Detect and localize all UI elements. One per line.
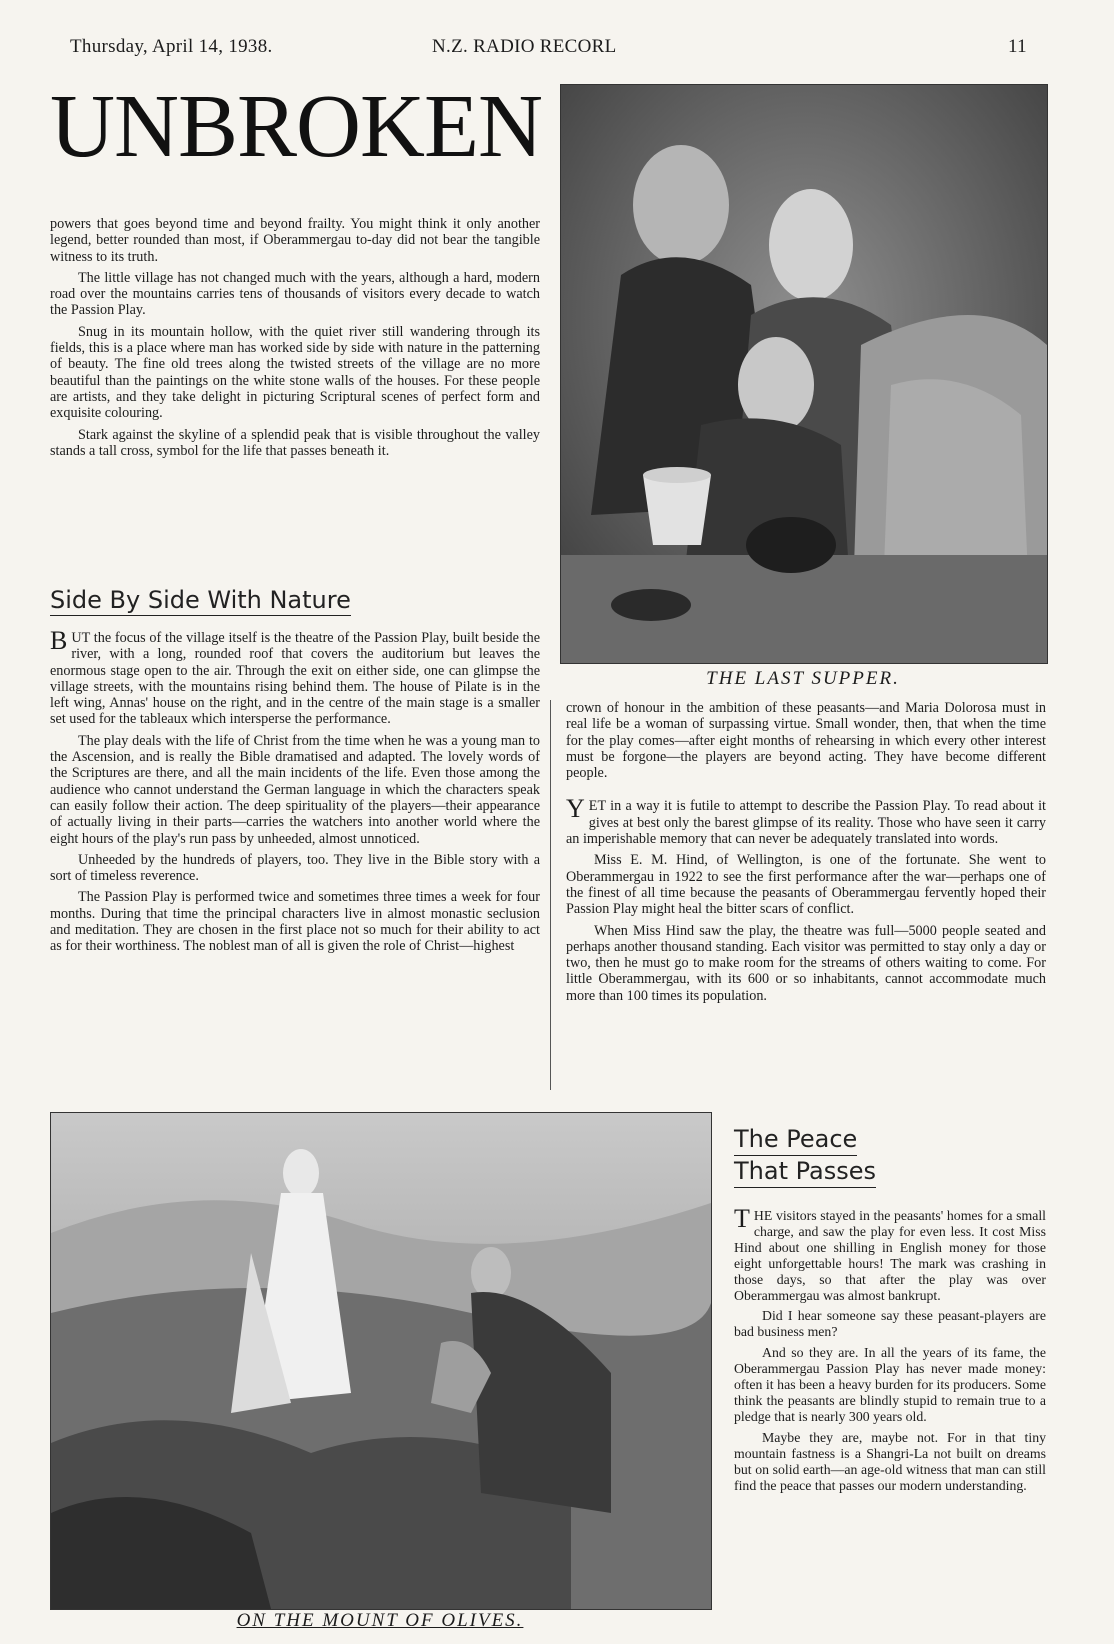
intro-paragraph: powers that goes beyond time and beyond frailty. You might think it only another legend, better rounded than most, if Oberammergau to-day did not bear the tangible witness to its truth.: [50, 216, 540, 265]
mount-of-olives-photo: [50, 1112, 712, 1610]
drop-cap: B: [50, 626, 68, 655]
right-paragraph: Miss E. M. Hind, of Wellington, is one of the fortunate. She went to Oberammergau in 1922 to see the first performance after the war—perhaps one of the finest of all time because the peasants of Oberammergau fervently hoped their Passion Play might heal the bitter scars of conflict.: [566, 852, 1046, 918]
intro-column: [50, 216, 540, 464]
section2-paragraph: Did I hear someone say these peasant-players are bad business men?: [734, 1308, 1046, 1340]
right-continuation: crown of honour in the ambition of these peasants—and Maria Dolorosa must in real life be a woman of surpassing virtue. Small wonder, then, that when the time for the play comes—after eight months of rehearsing in which every other interest must be forgone—the players are beyond acting. They have become different people.: [566, 700, 1046, 782]
section-heading-line1: The Peace: [734, 1124, 857, 1156]
issue-date: Thursday, April 14, 1938.: [70, 36, 273, 57]
intro-paragraph: Snug in its mountain hollow, with the quiet river still wandering through its fields, this is a place where man has worked side by side with nature in the patterning of beauty. The fine old trees along the twisted streets of the village are no more beautiful than the paintings on the white stone walls of the houses. For these people are artists, and they take delight in picturing Scriptural scenes of perfect form and exquisite colouring.: [50, 323, 540, 422]
right-column: [566, 700, 1046, 1009]
drop-cap: Y: [566, 794, 585, 824]
section2-first-paragraph: HE visitors stayed in the peasants' homes for a small charge, and saw the play for even less. It cost Miss Hind about one shilling in English money for those eight unforgettable hours! The mark was crashing in those days, so that after the play was over Oberammergau was almost bankrupt.: [734, 1208, 1046, 1303]
last-supper-photo: [560, 84, 1048, 664]
intro-paragraph: Stark against the skyline of a splendid peak that is visible throughout the valley stands a tall cross, symbol for the life that passes beneath it.: [50, 426, 540, 459]
section1-paragraph: The Passion Play is performed twice and sometimes three times a week for four months. During that time the principal characters live in almost monastic seclusion and meditation. They are chosen in the first place not so much for their ability to act as for their worthiness. The noblest man of all is given the role of Christ—highest: [50, 889, 540, 955]
section1-paragraph: Unheeded by the hundreds of players, too. They live in the Bible story with a sort of timeless reverence.: [50, 851, 540, 885]
section-heading-peace: [734, 1124, 876, 1188]
section2-paragraph: Maybe they are, maybe not. For in that tiny mountain fastness is a Shangri-La not built on dreams but on solid earth—an age-old witness that man can still find the peace that passes our modern understanding.: [734, 1429, 1046, 1493]
section-heading-line2: That Passes: [734, 1156, 876, 1188]
column-divider: [550, 700, 551, 1090]
section2-paragraph: And so they are. In all the years of its fame, the Oberammergau Passion Play has never made money: often it has been a heavy burden for its producers. Some think the peasants are blindly stupid to remain true to a pledge that is nearly 300 years old.: [734, 1345, 1046, 1424]
page-number: 11: [1008, 36, 1027, 57]
right-paragraph: When Miss Hind saw the play, the theatre was full—5000 people seated and perhaps another thousand standing. Each visitor was permitted to stay only a day or two, then he must go to make room for the streams of others waiting to come. For little Oberammergau, with its 600 or so inhabitants, cannot accommodate much more than 100 times its population.: [566, 922, 1046, 1004]
section1-first-paragraph: UT the focus of the village itself is the theatre of the Passion Play, built beside the river, with a long, rounded roof that covers the auditorium but leaves the enormous stage open to the air. Through the exit on either side, one can glimpse the village streets, with the mountains rising behind them. The house of Pilate is in the left wing, Annas' house on the right, and in the centre of the main stage is a smaller set used for the tableaux which intersperse the performance.: [50, 630, 540, 728]
mount-of-olives-caption: ON THE MOUNT OF OLIVES.: [236, 1610, 524, 1631]
section1-paragraph: The play deals with the life of Christ from the time when he was a young man to the Ascension, and is really the Bible dramatised and adapted. The lovely words of the Scriptures are there, and all the main incidents of the life. Even those among the audience who cannot understand the German language in which the characters speak can easily follow their action. The deep spirituality of the players—their appearance of actually living in their parts—carries the watchers into another world where the eight hours of the play's run pass by unheeded, almost unnoticed.: [50, 732, 540, 847]
intro-paragraph: The little village has not changed much with the years, although a hard, modern road over the mountains carries tens of thousands of visitors every decade to watch the Passion Play.: [50, 269, 540, 319]
section-heading-text: Side By Side With Nature: [50, 586, 351, 614]
last-supper-caption: THE LAST SUPPER.: [706, 668, 900, 689]
yet-paragraph: ET in a way it is futile to attempt to describe the Passion Play. To read about it gives at best only the barest glimpse of its reality. Those who have seen it carry an imperishable memory that can never be adequately translated into words.: [566, 798, 1046, 848]
publication-name: N.Z. RADIO RECORL: [432, 36, 617, 57]
section-heading-side-by-side: [50, 586, 351, 616]
section1-column: [50, 626, 540, 960]
section2-column: [734, 1204, 1046, 1498]
drop-cap: T: [734, 1204, 750, 1233]
article-title: UNBROKEN: [50, 77, 543, 176]
